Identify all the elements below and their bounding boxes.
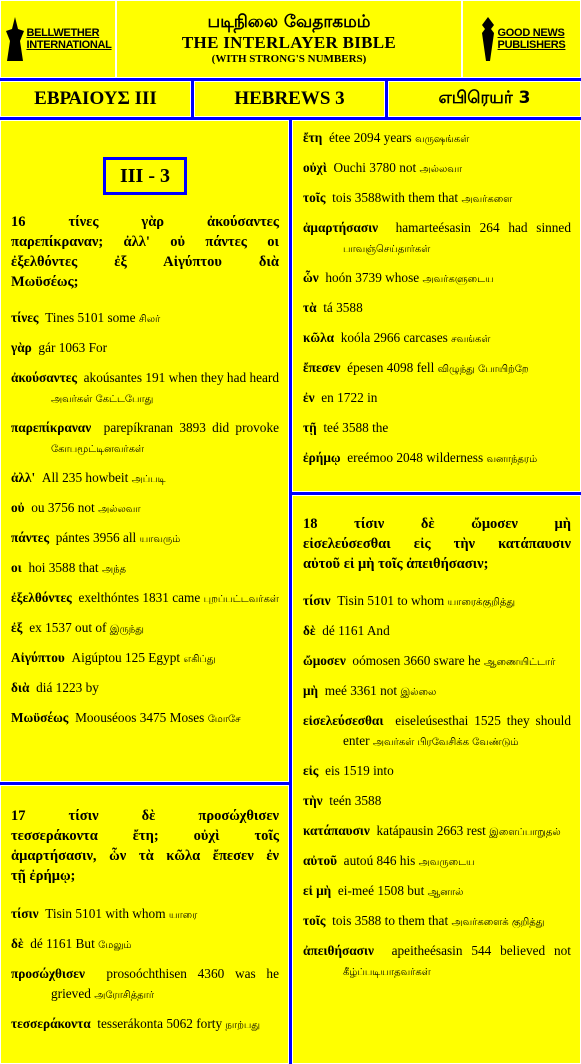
verse-17-panel [0,785,289,1064]
word-entry: ἔπεσεν épesen 4098 fell விழுந்து போயிற்றே [303,360,529,375]
verse-17-line: τῇ ἐρήμῳ; [11,868,76,884]
title-english: THE INTERLAYER BIBLE [181,33,397,52]
word-entry: ἀπειθήσασιν apeitheésasin 544 believed not கீழ்ப்படியாதவர்கள் [303,943,571,978]
word-entry: Αἰγύπτου Aigúptou 125 Egypt எகிப்து [11,650,216,665]
word-entry: τοῖς tois 3588 to them that அவர்களைக் குறித்து [303,913,545,928]
word-entry: ἐν en 1722 in [303,390,378,405]
word-entry: τὰ tá 3588 [303,300,363,315]
title-subtitle: (WITH STRONG'S NUMBERS) [211,53,367,65]
logo-right-line1: GOOD NEWS [497,27,565,39]
word-entry: δὲ dé 1161 And [303,623,390,638]
word-entry: μὴ meé 3361 not இல்லை [303,683,437,698]
header-tamil: எபிரெயர் 3 [388,81,581,117]
word-entry: Μωϋσέως Moouséoos 3475 Moses மோசே [11,710,241,725]
verse-16-greek [11,212,279,292]
verse-18-line: 18 τίσιν δὲ ὤμοσεν μὴ [303,516,571,532]
header-english: HEBREWS 3 [194,81,385,117]
word-entry: αὐτοῦ autoú 846 his அவருடைய [303,853,475,868]
word-entry: τῇ teé 3588 the [303,420,389,435]
word-entry: οι hoi 3588 that அந்த [11,560,126,575]
verse-17-line: 17 τίσιν δὲ προσώχθισεν [11,808,279,824]
header-greek: ΕΒΡΑΙΟΥΣ ΙΙΙ [0,81,191,117]
word-entry: γὰρ gár 1063 For [11,340,108,355]
word-entry: οὐ ou 3756 not அல்லவா [11,500,141,515]
verse-18-line: αὐτοῦ εἰ μὴ τοῖς ἀπειθήσασιν; [303,556,489,572]
word-entry: ἀλλ' All 235 howbeit அப்படி [11,470,166,485]
word-entry: τοῖς tois 3588with them that அவர்களை [303,190,513,205]
word-entry: δὲ dé 1161 But மேலும் [11,936,132,951]
torch-icon [478,15,498,63]
word-entry: εἰ μὴ ei-meé 1508 but ஆனால் [303,883,464,898]
verse-16-line: Μωϋσέως; [11,274,79,290]
page-title [116,0,462,78]
word-entry: εἰσελεύσεσθαι eiseleúsesthai 1525 they should enter அவர்கள் பிரவேசிக்க வேண்டும் [303,713,572,748]
bellwether-icon [4,15,26,63]
logo-left-line2: INTERNATIONAL [26,39,112,51]
logo-right [462,0,581,78]
verse-16-line: ἐξελθόντες ἐξ Αἰγύπτου διὰ [11,254,279,270]
verse-17-greek [11,806,279,886]
verse-18-entries [303,591,571,983]
word-entry: κατάπαυσιν katápausin 2663 rest இளைப்பாறுதல் [303,823,561,838]
word-entry: ὤμοσεν oómosen 3660 sware he ஆணையிட்டார் [303,653,556,668]
logo-right-line2: PUBLISHERS [497,39,566,51]
word-entry: ἁμαρτήσασιν hamarteésasin 264 had sinned பாவஞ்செய்தார்கள் [303,220,571,255]
verse-17-continued-panel [292,120,581,492]
word-entry: ὧν hoón 3739 whose அவர்களுடைய [303,270,494,285]
word-entry: ἐξ ex 1537 out of இருந்து [11,620,144,635]
word-entry: οὐχὶ Ouchi 3780 not அல்லவா [303,160,463,175]
word-entry: προσώχθισεν prosoóchthisen 4360 was he grieved அரோசித்தார் [11,966,279,1001]
verse-18-line: εἰσελεύσεσθαι εἰς τὴν κατάπαυσιν [303,536,571,552]
word-entry: τὴν teén 3588 [303,793,382,808]
verse-16-line: παρεπίκραναν; ἀλλ' οὐ πάντες οι [11,234,279,250]
word-entry: ἐρήμῳ ereémoo 2048 wilderness வனாந்தரம் [303,450,538,465]
word-entry: εἰς eis 1519 into [303,763,394,778]
verse-18-greek [303,514,571,574]
word-entry: διὰ diá 1223 by [11,680,99,695]
word-entry: πάντες pántes 3956 all யாவரும் [11,530,181,545]
chapter-box: III - 3 [103,157,187,195]
word-entry: παρεπίκραναν parepíkranan 3893 did provoke கோபமூட்டினவர்கள் [11,420,280,455]
word-entry: τίσιν Tisin 5101 to whom யாரைக்குறித்து [303,593,516,608]
logo-left-line1: BELLWETHER [26,27,100,39]
verse-17-line: τεσσεράκοντα ἔτη; οὐχὶ τοῖς [11,828,279,844]
logo-left [0,0,116,78]
word-entry: ἔτη étee 2094 years வருஷங்கள் [303,130,470,145]
verse-18-panel [292,495,581,1064]
word-entry: κῶλα koóla 2966 carcases சவங்கள் [303,330,491,345]
word-entry: ἐξελθόντες exelthóntes 1831 came புறப்பட்டவர்கள் [11,590,279,605]
verse-16-entries [11,308,279,730]
verse-16-line: 16 τίνες γὰρ ἀκούσαντες [11,214,279,230]
verse-17-line: ἁμαρτήσασιν, ὧν τὰ κῶλα ἔπεσεν ἐν [11,848,279,864]
word-entry: τεσσεράκοντα tesserákonta 5062 forty நாற்பது [11,1016,260,1031]
verse-17-entries [11,904,279,1036]
word-entry: τίνες Tines 5101 some சிலர் [11,310,161,325]
title-tamil: படிநிலை வேதாகமம் [207,12,371,32]
verse-16-panel [0,120,289,782]
word-entry: ἀκούσαντες akoúsantes 191 when they had heard அவர்கள் கேட்டபோது [11,370,279,405]
word-entry: τίσιν Tisin 5101 with whom யாரை [11,906,198,921]
